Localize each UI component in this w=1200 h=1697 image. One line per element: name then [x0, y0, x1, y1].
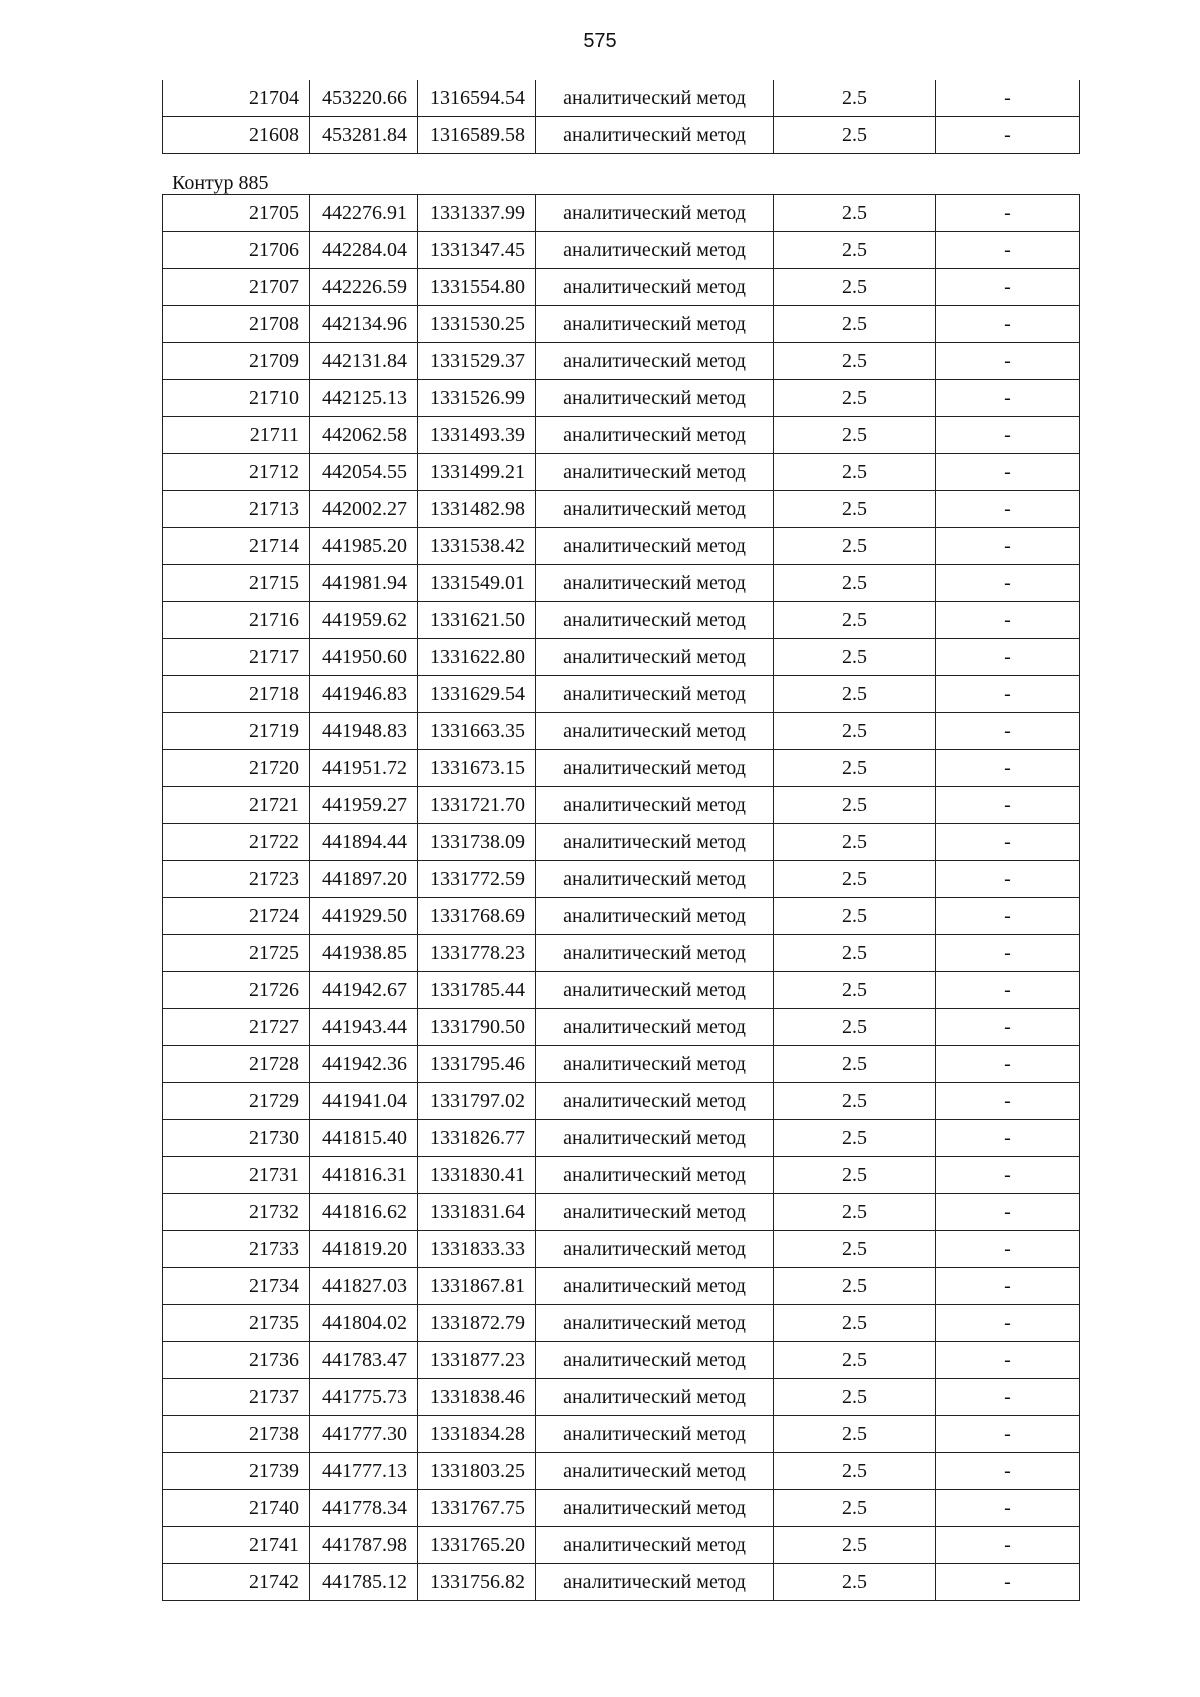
note-cell: - — [936, 861, 1080, 898]
y-coordinate-cell: 1331872.79 — [418, 1305, 536, 1342]
method-cell: аналитический метод — [536, 1490, 774, 1527]
note-cell: - — [936, 1453, 1080, 1490]
note-cell: - — [936, 824, 1080, 861]
x-coordinate-cell: 441777.30 — [310, 1416, 418, 1453]
y-coordinate-cell: 1331765.20 — [418, 1527, 536, 1564]
x-coordinate-cell: 442062.58 — [310, 417, 418, 454]
accuracy-cell: 2.5 — [774, 343, 936, 380]
accuracy-cell: 2.5 — [774, 565, 936, 602]
y-coordinate-cell: 1331621.50 — [418, 602, 536, 639]
note-cell: - — [936, 639, 1080, 676]
note-cell: - — [936, 1268, 1080, 1305]
method-cell: аналитический метод — [536, 232, 774, 269]
table-row — [163, 1453, 1080, 1490]
method-cell: аналитический метод — [536, 1083, 774, 1120]
point-number-cell: 21705 — [163, 195, 310, 232]
accuracy-cell: 2.5 — [774, 1083, 936, 1120]
point-number-cell: 21709 — [163, 343, 310, 380]
y-coordinate-cell: 1331526.99 — [418, 380, 536, 417]
y-coordinate-cell: 1331831.64 — [418, 1194, 536, 1231]
table-row — [163, 232, 1080, 269]
accuracy-cell: 2.5 — [774, 269, 936, 306]
note-cell: - — [936, 750, 1080, 787]
point-number-cell: 21736 — [163, 1342, 310, 1379]
table-row — [163, 750, 1080, 787]
y-coordinate-cell: 1316594.54 — [418, 80, 536, 117]
x-coordinate-cell: 441827.03 — [310, 1268, 418, 1305]
note-cell: - — [936, 1490, 1080, 1527]
note-cell: - — [936, 1194, 1080, 1231]
y-coordinate-cell: 1331830.41 — [418, 1157, 536, 1194]
x-coordinate-cell: 441777.13 — [310, 1453, 418, 1490]
note-cell: - — [936, 195, 1080, 232]
page-number: 575 — [583, 30, 617, 52]
accuracy-cell: 2.5 — [774, 306, 936, 343]
note-cell: - — [936, 565, 1080, 602]
x-coordinate-cell: 441929.50 — [310, 898, 418, 935]
y-coordinate-cell: 1331629.54 — [418, 676, 536, 713]
table-row — [163, 454, 1080, 491]
accuracy-cell: 2.5 — [774, 1564, 936, 1601]
accuracy-cell: 2.5 — [774, 1120, 936, 1157]
note-cell: - — [936, 1342, 1080, 1379]
table-row — [163, 1416, 1080, 1453]
y-coordinate-cell: 1331803.25 — [418, 1453, 536, 1490]
accuracy-cell: 2.5 — [774, 898, 936, 935]
point-number-cell: 21732 — [163, 1194, 310, 1231]
method-cell: аналитический метод — [536, 861, 774, 898]
accuracy-cell: 2.5 — [774, 935, 936, 972]
y-coordinate-cell: 1331833.33 — [418, 1231, 536, 1268]
table-row — [163, 1379, 1080, 1416]
y-coordinate-cell: 1331530.25 — [418, 306, 536, 343]
point-number-cell: 21737 — [163, 1379, 310, 1416]
method-cell: аналитический метод — [536, 898, 774, 935]
note-cell: - — [936, 1305, 1080, 1342]
table-row — [163, 565, 1080, 602]
x-coordinate-cell: 441819.20 — [310, 1231, 418, 1268]
method-cell: аналитический метод — [536, 787, 774, 824]
note-cell: - — [936, 713, 1080, 750]
x-coordinate-cell: 441941.04 — [310, 1083, 418, 1120]
accuracy-cell: 2.5 — [774, 1231, 936, 1268]
accuracy-cell: 2.5 — [774, 1416, 936, 1453]
point-number-cell: 21720 — [163, 750, 310, 787]
x-coordinate-cell: 442284.04 — [310, 232, 418, 269]
point-number-cell: 21727 — [163, 1009, 310, 1046]
method-cell: аналитический метод — [536, 1231, 774, 1268]
x-coordinate-cell: 441948.83 — [310, 713, 418, 750]
table-row — [163, 117, 1080, 154]
y-coordinate-cell: 1331738.09 — [418, 824, 536, 861]
point-number-cell: 21721 — [163, 787, 310, 824]
accuracy-cell: 2.5 — [774, 1268, 936, 1305]
y-coordinate-cell: 1331673.15 — [418, 750, 536, 787]
accuracy-cell: 2.5 — [774, 80, 936, 117]
table-row — [163, 1009, 1080, 1046]
method-cell: аналитический метод — [536, 1564, 774, 1601]
table-row — [163, 1268, 1080, 1305]
method-cell: аналитический метод — [536, 676, 774, 713]
method-cell: аналитический метод — [536, 1416, 774, 1453]
y-coordinate-cell: 1331867.81 — [418, 1268, 536, 1305]
table-row — [163, 343, 1080, 380]
method-cell: аналитический метод — [536, 1305, 774, 1342]
method-cell: аналитический метод — [536, 343, 774, 380]
table-row — [163, 602, 1080, 639]
note-cell: - — [936, 935, 1080, 972]
accuracy-cell: 2.5 — [774, 117, 936, 154]
method-cell: аналитический метод — [536, 306, 774, 343]
table-row — [163, 898, 1080, 935]
table-row — [163, 1083, 1080, 1120]
point-number-cell: 21741 — [163, 1527, 310, 1564]
accuracy-cell: 2.5 — [774, 639, 936, 676]
accuracy-cell: 2.5 — [774, 676, 936, 713]
note-cell: - — [936, 306, 1080, 343]
y-coordinate-cell: 1331721.70 — [418, 787, 536, 824]
x-coordinate-cell: 441783.47 — [310, 1342, 418, 1379]
accuracy-cell: 2.5 — [774, 1490, 936, 1527]
point-number-cell: 21731 — [163, 1157, 310, 1194]
table-row — [163, 1231, 1080, 1268]
point-number-cell: 21725 — [163, 935, 310, 972]
note-cell: - — [936, 269, 1080, 306]
note-cell: - — [936, 787, 1080, 824]
point-number-cell: 21739 — [163, 1453, 310, 1490]
point-number-cell: 21738 — [163, 1416, 310, 1453]
x-coordinate-cell: 441959.62 — [310, 602, 418, 639]
accuracy-cell: 2.5 — [774, 491, 936, 528]
accuracy-cell: 2.5 — [774, 417, 936, 454]
x-coordinate-cell: 442054.55 — [310, 454, 418, 491]
method-cell: аналитический метод — [536, 565, 774, 602]
point-number-cell: 21712 — [163, 454, 310, 491]
x-coordinate-cell: 441943.44 — [310, 1009, 418, 1046]
table-row — [163, 269, 1080, 306]
x-coordinate-cell: 441946.83 — [310, 676, 418, 713]
y-coordinate-cell: 1331756.82 — [418, 1564, 536, 1601]
accuracy-cell: 2.5 — [774, 602, 936, 639]
table-row — [163, 1157, 1080, 1194]
table-row — [163, 491, 1080, 528]
point-number-cell: 21713 — [163, 491, 310, 528]
x-coordinate-cell: 441816.31 — [310, 1157, 418, 1194]
accuracy-cell: 2.5 — [774, 1157, 936, 1194]
y-coordinate-cell: 1331772.59 — [418, 861, 536, 898]
accuracy-cell: 2.5 — [774, 380, 936, 417]
y-coordinate-cell: 1331797.02 — [418, 1083, 536, 1120]
x-coordinate-cell: 442276.91 — [310, 195, 418, 232]
method-cell: аналитический метод — [536, 491, 774, 528]
y-coordinate-cell: 1331493.39 — [418, 417, 536, 454]
accuracy-cell: 2.5 — [774, 528, 936, 565]
x-coordinate-cell: 442002.27 — [310, 491, 418, 528]
y-coordinate-cell: 1331482.98 — [418, 491, 536, 528]
table-row — [163, 195, 1080, 232]
method-cell: аналитический метод — [536, 824, 774, 861]
method-cell: аналитический метод — [536, 1268, 774, 1305]
x-coordinate-cell: 441816.62 — [310, 1194, 418, 1231]
y-coordinate-cell: 1331838.46 — [418, 1379, 536, 1416]
accuracy-cell: 2.5 — [774, 861, 936, 898]
note-cell: - — [936, 1046, 1080, 1083]
x-coordinate-cell: 441985.20 — [310, 528, 418, 565]
note-cell: - — [936, 898, 1080, 935]
note-cell: - — [936, 972, 1080, 1009]
y-coordinate-cell: 1331877.23 — [418, 1342, 536, 1379]
y-coordinate-cell: 1331554.80 — [418, 269, 536, 306]
table-row — [163, 380, 1080, 417]
note-cell: - — [936, 343, 1080, 380]
note-cell: - — [936, 1379, 1080, 1416]
accuracy-cell: 2.5 — [774, 454, 936, 491]
method-cell: аналитический метод — [536, 1527, 774, 1564]
accuracy-cell: 2.5 — [774, 1527, 936, 1564]
x-coordinate-cell: 441778.34 — [310, 1490, 418, 1527]
y-coordinate-cell: 1331834.28 — [418, 1416, 536, 1453]
table-row — [163, 639, 1080, 676]
table-row — [163, 787, 1080, 824]
x-coordinate-cell: 453281.84 — [310, 117, 418, 154]
point-number-cell: 21706 — [163, 232, 310, 269]
accuracy-cell: 2.5 — [774, 750, 936, 787]
contour-label: Контур 885 — [172, 172, 269, 194]
method-cell: аналитический метод — [536, 1342, 774, 1379]
method-cell: аналитический метод — [536, 1194, 774, 1231]
note-cell: - — [936, 1564, 1080, 1601]
x-coordinate-cell: 441785.12 — [310, 1564, 418, 1601]
point-number-cell: 21742 — [163, 1564, 310, 1601]
accuracy-cell: 2.5 — [774, 232, 936, 269]
point-number-cell: 21719 — [163, 713, 310, 750]
x-coordinate-cell: 442125.13 — [310, 380, 418, 417]
table-row — [163, 1046, 1080, 1083]
x-coordinate-cell: 441951.72 — [310, 750, 418, 787]
accuracy-cell: 2.5 — [774, 195, 936, 232]
point-number-cell: 21718 — [163, 676, 310, 713]
point-number-cell: 21704 — [163, 80, 310, 117]
x-coordinate-cell: 441959.27 — [310, 787, 418, 824]
accuracy-cell: 2.5 — [774, 1379, 936, 1416]
accuracy-cell: 2.5 — [774, 824, 936, 861]
x-coordinate-cell: 441787.98 — [310, 1527, 418, 1564]
method-cell: аналитический метод — [536, 935, 774, 972]
x-coordinate-cell: 441804.02 — [310, 1305, 418, 1342]
point-number-cell: 21735 — [163, 1305, 310, 1342]
method-cell: аналитический метод — [536, 195, 774, 232]
method-cell: аналитический метод — [536, 713, 774, 750]
point-number-cell: 21722 — [163, 824, 310, 861]
point-number-cell: 21715 — [163, 565, 310, 602]
note-cell: - — [936, 1009, 1080, 1046]
method-cell: аналитический метод — [536, 117, 774, 154]
method-cell: аналитический метод — [536, 972, 774, 1009]
method-cell: аналитический метод — [536, 417, 774, 454]
accuracy-cell: 2.5 — [774, 787, 936, 824]
point-number-cell: 21716 — [163, 602, 310, 639]
point-number-cell: 21717 — [163, 639, 310, 676]
x-coordinate-cell: 441897.20 — [310, 861, 418, 898]
point-number-cell: 21730 — [163, 1120, 310, 1157]
y-coordinate-cell: 1331785.44 — [418, 972, 536, 1009]
method-cell: аналитический метод — [536, 1453, 774, 1490]
note-cell: - — [936, 1157, 1080, 1194]
x-coordinate-cell: 441894.44 — [310, 824, 418, 861]
method-cell: аналитический метод — [536, 1046, 774, 1083]
method-cell: аналитический метод — [536, 602, 774, 639]
coordinates-table — [162, 194, 1080, 1601]
x-coordinate-cell: 441775.73 — [310, 1379, 418, 1416]
note-cell: - — [936, 491, 1080, 528]
point-number-cell: 21729 — [163, 1083, 310, 1120]
point-number-cell: 21724 — [163, 898, 310, 935]
x-coordinate-cell: 442131.84 — [310, 343, 418, 380]
table-row — [163, 1305, 1080, 1342]
point-number-cell: 21728 — [163, 1046, 310, 1083]
y-coordinate-cell: 1331663.35 — [418, 713, 536, 750]
note-cell: - — [936, 1527, 1080, 1564]
table-row — [163, 528, 1080, 565]
y-coordinate-cell: 1331337.99 — [418, 195, 536, 232]
point-number-cell: 21733 — [163, 1231, 310, 1268]
coordinates-table-continued — [162, 80, 1080, 154]
method-cell: аналитический метод — [536, 1157, 774, 1194]
point-number-cell: 21726 — [163, 972, 310, 1009]
table-row — [163, 1342, 1080, 1379]
table-row — [163, 676, 1080, 713]
x-coordinate-cell: 441942.67 — [310, 972, 418, 1009]
x-coordinate-cell: 441942.36 — [310, 1046, 418, 1083]
y-coordinate-cell: 1331549.01 — [418, 565, 536, 602]
note-cell: - — [936, 454, 1080, 491]
method-cell: аналитический метод — [536, 1379, 774, 1416]
point-number-cell: 21714 — [163, 528, 310, 565]
point-number-cell: 21723 — [163, 861, 310, 898]
table-row — [163, 1490, 1080, 1527]
note-cell: - — [936, 1083, 1080, 1120]
table-row — [163, 1120, 1080, 1157]
y-coordinate-cell: 1331795.46 — [418, 1046, 536, 1083]
note-cell: - — [936, 380, 1080, 417]
y-coordinate-cell: 1331778.23 — [418, 935, 536, 972]
note-cell: - — [936, 117, 1080, 154]
table-row — [163, 306, 1080, 343]
x-coordinate-cell: 441938.85 — [310, 935, 418, 972]
table-row — [163, 1564, 1080, 1601]
note-cell: - — [936, 1416, 1080, 1453]
table-row — [163, 1527, 1080, 1564]
x-coordinate-cell: 441815.40 — [310, 1120, 418, 1157]
y-coordinate-cell: 1331529.37 — [418, 343, 536, 380]
note-cell: - — [936, 676, 1080, 713]
note-cell: - — [936, 528, 1080, 565]
y-coordinate-cell: 1331622.80 — [418, 639, 536, 676]
accuracy-cell: 2.5 — [774, 1342, 936, 1379]
y-coordinate-cell: 1331538.42 — [418, 528, 536, 565]
table-row — [163, 972, 1080, 1009]
note-cell: - — [936, 1120, 1080, 1157]
method-cell: аналитический метод — [536, 750, 774, 787]
x-coordinate-cell: 442134.96 — [310, 306, 418, 343]
x-coordinate-cell: 441950.60 — [310, 639, 418, 676]
x-coordinate-cell: 453220.66 — [310, 80, 418, 117]
note-cell: - — [936, 232, 1080, 269]
table-row — [163, 713, 1080, 750]
y-coordinate-cell: 1331347.45 — [418, 232, 536, 269]
accuracy-cell: 2.5 — [774, 1305, 936, 1342]
method-cell: аналитический метод — [536, 528, 774, 565]
accuracy-cell: 2.5 — [774, 972, 936, 1009]
point-number-cell: 21734 — [163, 1268, 310, 1305]
method-cell: аналитический метод — [536, 1120, 774, 1157]
x-coordinate-cell: 442226.59 — [310, 269, 418, 306]
accuracy-cell: 2.5 — [774, 1453, 936, 1490]
accuracy-cell: 2.5 — [774, 1046, 936, 1083]
note-cell: - — [936, 602, 1080, 639]
method-cell: аналитический метод — [536, 269, 774, 306]
x-coordinate-cell: 441981.94 — [310, 565, 418, 602]
method-cell: аналитический метод — [536, 639, 774, 676]
accuracy-cell: 2.5 — [774, 1009, 936, 1046]
point-number-cell: 21608 — [163, 117, 310, 154]
point-number-cell: 21740 — [163, 1490, 310, 1527]
y-coordinate-cell: 1331790.50 — [418, 1009, 536, 1046]
table-row — [163, 935, 1080, 972]
note-cell: - — [936, 417, 1080, 454]
accuracy-cell: 2.5 — [774, 1194, 936, 1231]
table-row — [163, 80, 1080, 117]
table-row — [163, 824, 1080, 861]
y-coordinate-cell: 1331768.69 — [418, 898, 536, 935]
method-cell: аналитический метод — [536, 454, 774, 491]
method-cell: аналитический метод — [536, 1009, 774, 1046]
point-number-cell: 21711 — [163, 417, 310, 454]
table-row — [163, 417, 1080, 454]
y-coordinate-cell: 1316589.58 — [418, 117, 536, 154]
method-cell: аналитический метод — [536, 80, 774, 117]
note-cell: - — [936, 1231, 1080, 1268]
point-number-cell: 21707 — [163, 269, 310, 306]
note-cell: - — [936, 80, 1080, 117]
table-row — [163, 861, 1080, 898]
y-coordinate-cell: 1331826.77 — [418, 1120, 536, 1157]
point-number-cell: 21710 — [163, 380, 310, 417]
table-row — [163, 1194, 1080, 1231]
point-number-cell: 21708 — [163, 306, 310, 343]
y-coordinate-cell: 1331767.75 — [418, 1490, 536, 1527]
accuracy-cell: 2.5 — [774, 713, 936, 750]
y-coordinate-cell: 1331499.21 — [418, 454, 536, 491]
method-cell: аналитический метод — [536, 380, 774, 417]
